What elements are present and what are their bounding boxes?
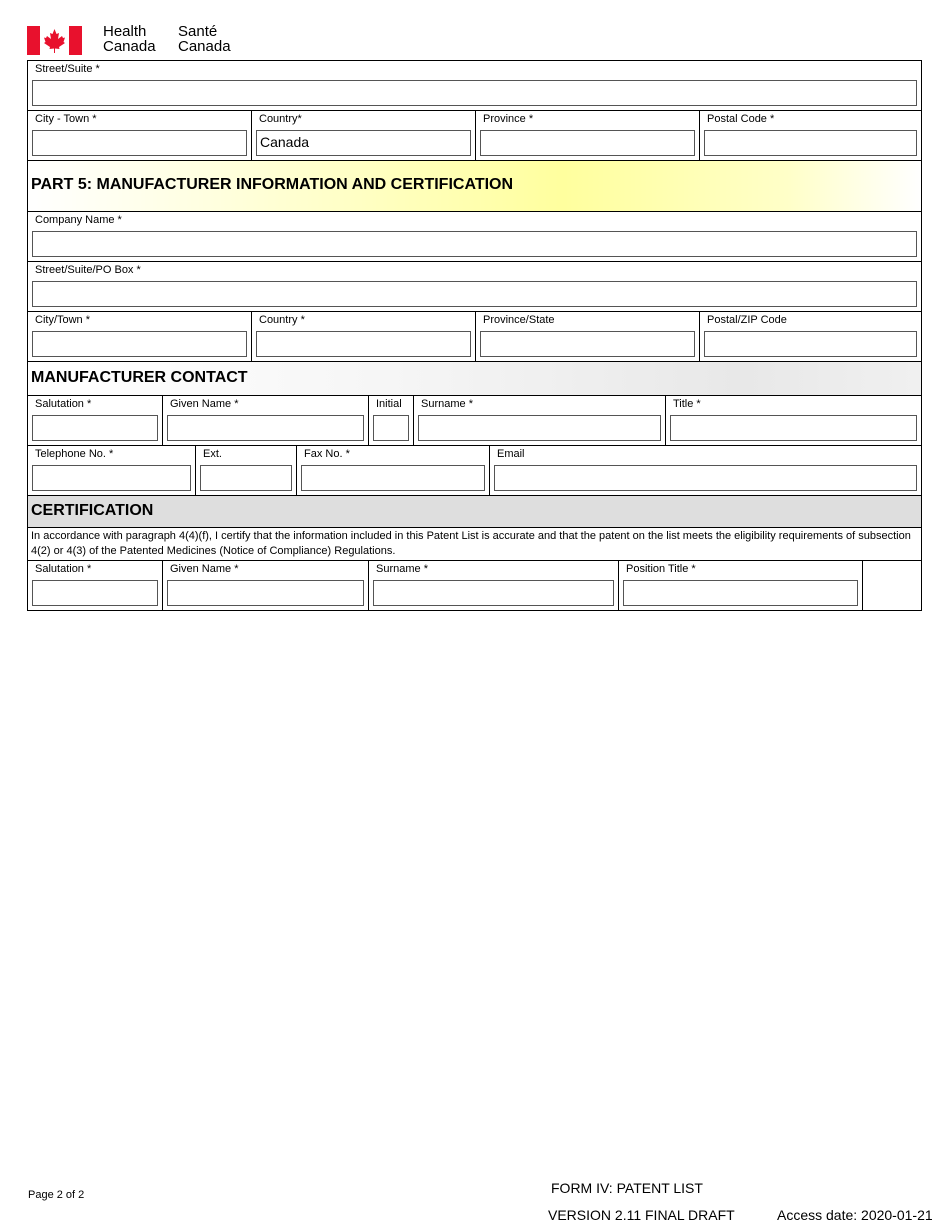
- contact-given-name-label: Given Name *: [170, 398, 239, 410]
- ext-cell: [196, 446, 297, 496]
- email-cell: [490, 446, 921, 496]
- fax-input[interactable]: [301, 465, 485, 491]
- contact-title-label: Title *: [673, 398, 701, 410]
- company-name-label: Company Name *: [35, 214, 122, 226]
- email-label: Email: [497, 448, 525, 460]
- city-town-input[interactable]: [32, 130, 247, 156]
- contact-surname-cell: [414, 396, 666, 446]
- telephone-input[interactable]: [32, 465, 191, 491]
- ext-label: Ext.: [203, 448, 222, 460]
- mfr-street-label: Street/Suite/PO Box *: [35, 264, 141, 276]
- telephone-label: Telephone No. *: [35, 448, 114, 460]
- contact-surname-label: Surname *: [421, 398, 473, 410]
- fax-cell: [297, 446, 490, 496]
- cert-position-input[interactable]: [623, 580, 858, 606]
- cert-salutation-label: Salutation *: [35, 563, 92, 575]
- mfr-city-cell: [28, 312, 252, 362]
- cert-salutation-cell: [28, 561, 163, 610]
- contact-initial-label: Initial: [376, 398, 402, 410]
- mfr-street-input[interactable]: [32, 281, 917, 307]
- agency-name-en: Health Canada: [103, 23, 156, 55]
- agency-name-fr: Santé Canada: [178, 23, 231, 55]
- manufacturer-contact-heading: MANUFACTURER CONTACT: [28, 362, 921, 396]
- cert-surname-input[interactable]: [373, 580, 614, 606]
- company-name-cell: [28, 212, 921, 262]
- contact-salutation-cell: [28, 396, 163, 446]
- province-input[interactable]: [480, 130, 695, 156]
- certification-heading: CERTIFICATION: [28, 496, 921, 528]
- cert-given-name-cell: [163, 561, 369, 610]
- contact-given-name-input[interactable]: [167, 415, 364, 441]
- certification-statement: In accordance with paragraph 4(4)(f), I certify that the information included in this Patent List is accurate and that the patent on the list meets the eligibility requirements of subsection 4(2) or 4(3) of the Patented Medicines (Notice of Compliance) Regulations.: [28, 528, 921, 561]
- part5-heading: PART 5: MANUFACTURER INFORMATION AND CERTIFICATION: [28, 161, 921, 212]
- form-frame: [27, 60, 922, 611]
- contact-salutation-input[interactable]: [32, 415, 158, 441]
- page-number: Page 2 of 2: [28, 1189, 85, 1201]
- cert-given-name-label: Given Name *: [170, 563, 239, 575]
- contact-initial-cell: [369, 396, 414, 446]
- cert-salutation-input[interactable]: [32, 580, 158, 606]
- contact-surname-input[interactable]: [418, 415, 661, 441]
- mfr-country-label: Country *: [259, 314, 305, 326]
- mfr-city-input[interactable]: [32, 331, 247, 357]
- mfr-country-input[interactable]: [256, 331, 471, 357]
- fax-label: Fax No. *: [304, 448, 350, 460]
- email-input[interactable]: [494, 465, 917, 491]
- city-town-cell: [28, 111, 252, 161]
- postal-code-label: Postal Code *: [707, 113, 775, 125]
- cert-position-label: Position Title *: [626, 563, 696, 575]
- telephone-cell: [28, 446, 196, 496]
- street-suite-label: Street/Suite *: [35, 63, 100, 75]
- country-cell: [252, 111, 476, 161]
- cert-surname-label: Surname *: [376, 563, 428, 575]
- ext-input[interactable]: [200, 465, 292, 491]
- mfr-province-cell: [476, 312, 700, 362]
- cert-blank-cell: [863, 561, 921, 610]
- form-version: VERSION 2.11 FINAL DRAFT: [548, 1207, 735, 1223]
- contact-given-name-cell: [163, 396, 369, 446]
- mfr-province-input[interactable]: [480, 331, 695, 357]
- mfr-province-label: Province/State: [483, 314, 555, 326]
- cert-surname-cell: [369, 561, 619, 610]
- province-cell: [476, 111, 700, 161]
- country-label: Country*: [259, 113, 302, 125]
- mfr-postal-input[interactable]: [704, 331, 917, 357]
- contact-title-input[interactable]: [670, 415, 917, 441]
- contact-title-cell: [666, 396, 921, 446]
- cert-position-cell: [619, 561, 863, 610]
- street-suite-cell: [28, 61, 921, 111]
- postal-code-input[interactable]: [704, 130, 917, 156]
- country-input[interactable]: Canada: [256, 130, 471, 156]
- form-title: FORM IV: PATENT LIST: [551, 1180, 703, 1196]
- cert-given-name-input[interactable]: [167, 580, 364, 606]
- canada-flag-icon: [27, 26, 82, 55]
- mfr-postal-label: Postal/ZIP Code: [707, 314, 787, 326]
- mfr-country-cell: [252, 312, 476, 362]
- company-name-input[interactable]: [32, 231, 917, 257]
- contact-salutation-label: Salutation *: [35, 398, 92, 410]
- access-date: Access date: 2020-01-21: [777, 1207, 933, 1223]
- province-label: Province *: [483, 113, 534, 125]
- postal-code-cell: [700, 111, 921, 161]
- city-town-label: City - Town *: [35, 113, 97, 125]
- mfr-street-cell: [28, 262, 921, 312]
- mfr-city-label: City/Town *: [35, 314, 91, 326]
- street-suite-input[interactable]: [32, 80, 917, 106]
- contact-initial-input[interactable]: [373, 415, 409, 441]
- mfr-postal-cell: [700, 312, 921, 362]
